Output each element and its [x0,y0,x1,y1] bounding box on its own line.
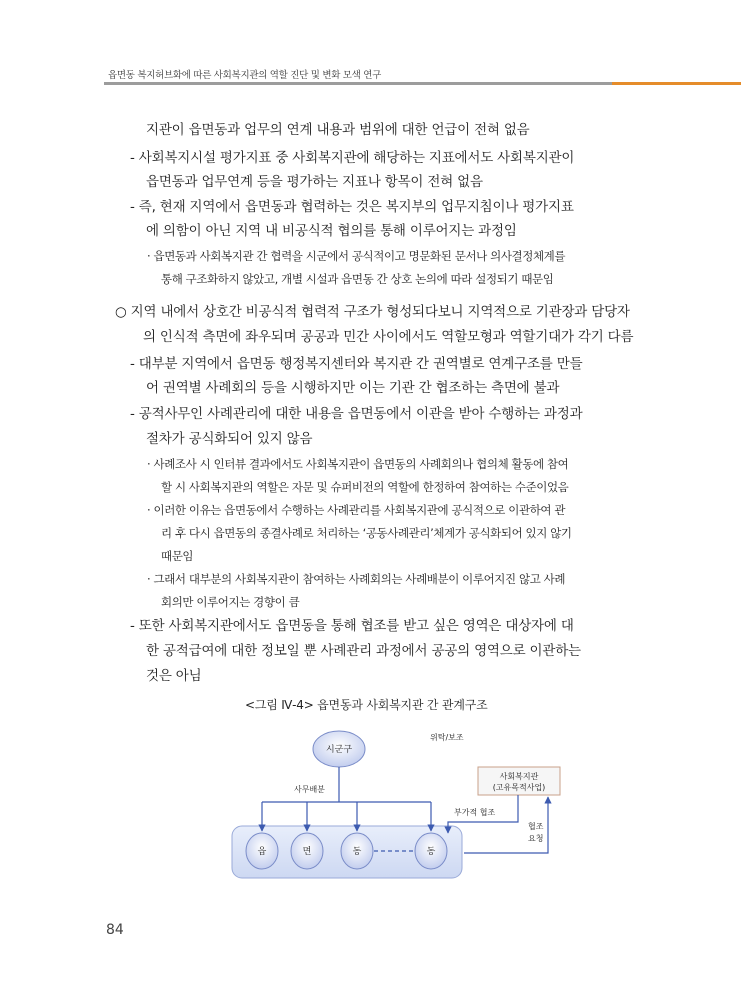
body-line: 통해 구조화하지 않았고, 개별 시설과 읍면동 간 상호 논의에 따라 설정되기 때문임 [161,272,554,286]
myeon-label: 면 [302,847,312,857]
welfare-center-sublabel: (고유목적사업) [492,783,546,792]
request-label: 요청 [528,834,544,843]
welfare-center-label: 사회복지관 [499,772,539,781]
running-header-title: 읍면동 복지허브화에 따른 사회복지관의 역할 진단 및 변화 모색 연구 [108,70,382,81]
dong-label: 동 [352,847,362,857]
body-line: - 즉, 현재 지역에서 읍면동과 협력하는 것은 복지부의 업무지침이나 평가지표 [130,199,574,215]
eup-label: 읍 [257,847,267,857]
body-line: - 또한 사회복지관에서도 읍면동을 통해 협조를 받고 싶은 영역은 대상자에 대 [130,618,574,634]
body-line: 것은 아님 [146,668,202,684]
figure-caption: <그림 Ⅳ-4> 읍면동과 사회복지관 간 관계구조 [245,698,488,712]
body-line: 리 후 다시 읍면동의 종결사례로 처리하는 ‘공동사례관리’체계가 공식화되어 있지 않기 [161,526,572,540]
body-line: 지관이 읍면동과 업무의 연계 내용과 범위에 대한 언급이 전혀 없음 [146,122,530,138]
body-line: 의 인식적 측면에 좌우되며 공공과 민간 사이에서도 역할모형과 역할기대가 각기 다름 [143,329,634,345]
body-line: 때문임 [161,549,194,563]
ad-hoc-cooperation-label: 부가적 협조 [454,808,496,817]
body-line: · 사례조사 시 인터뷰 결과에서도 사회복지관이 읍면동의 사례회의나 협의체 활동에 참여 [147,457,569,471]
body-line: 에 의함이 아닌 지역 내 비공식적 협의를 통해 이루어지는 과정임 [146,223,517,239]
body-line: 어 권역별 사례회의 등을 시행하지만 이는 기관 간 협조하는 측면에 불과 [146,380,560,396]
body-line: - 대부분 지역에서 읍면동 행정복지센터와 복지관 간 권역별로 연계구조를 만들 [130,356,583,372]
task-assignment-label: 사무배분 [294,785,325,794]
delegation-label: 위탁/보조 [430,733,464,742]
body-line: 할 시 사회복지관의 역할은 자문 및 슈퍼비전의 역할에 한정하여 참여하는 수준이었음 [161,480,569,494]
body-line: - 사회복지시설 평가지표 중 사회복지관에 해당하는 지표에서도 사회복지관이 [130,150,575,166]
sigungu-label: 시군구 [325,745,353,755]
body-line: · 읍면동과 사회복지관 간 협력을 시군에서 공식적이고 명문화된 문서나 의사결정체계를 [147,249,566,263]
cooperation-label: 협조 [528,822,544,831]
body-line: 절차가 공식화되어 있지 않음 [146,431,313,447]
body-line: 읍면동과 업무연계 등을 평가하는 지표나 항목이 전혀 없음 [146,174,483,190]
body-line: · 이러한 이유는 읍면동에서 수행하는 사례관리를 사회복지관에 공식적으로 이관하여 관 [147,503,566,517]
body-line: 회의만 이루어지는 경향이 큼 [161,595,300,609]
page-number: 84 [106,922,124,938]
body-line: · 그래서 대부분의 사회복지관이 참여하는 사례회의는 사례배분이 이루어지진 않고 사례 [147,572,566,586]
body-line: - 공적사무인 사례관리에 대한 내용을 읍면동에서 이관을 받아 수행하는 과정과 [130,406,583,422]
dong-label-2: 동 [426,847,436,857]
body-line: ○ 지역 내에서 상호간 비공식적 협력적 구조가 형성되다보니 지역적으로 기관장과 담당자 [115,304,630,320]
body-line: 한 공적급여에 대한 정보일 뿐 사례관리 과정에서 공공의 영역으로 이관하는 [146,643,581,659]
